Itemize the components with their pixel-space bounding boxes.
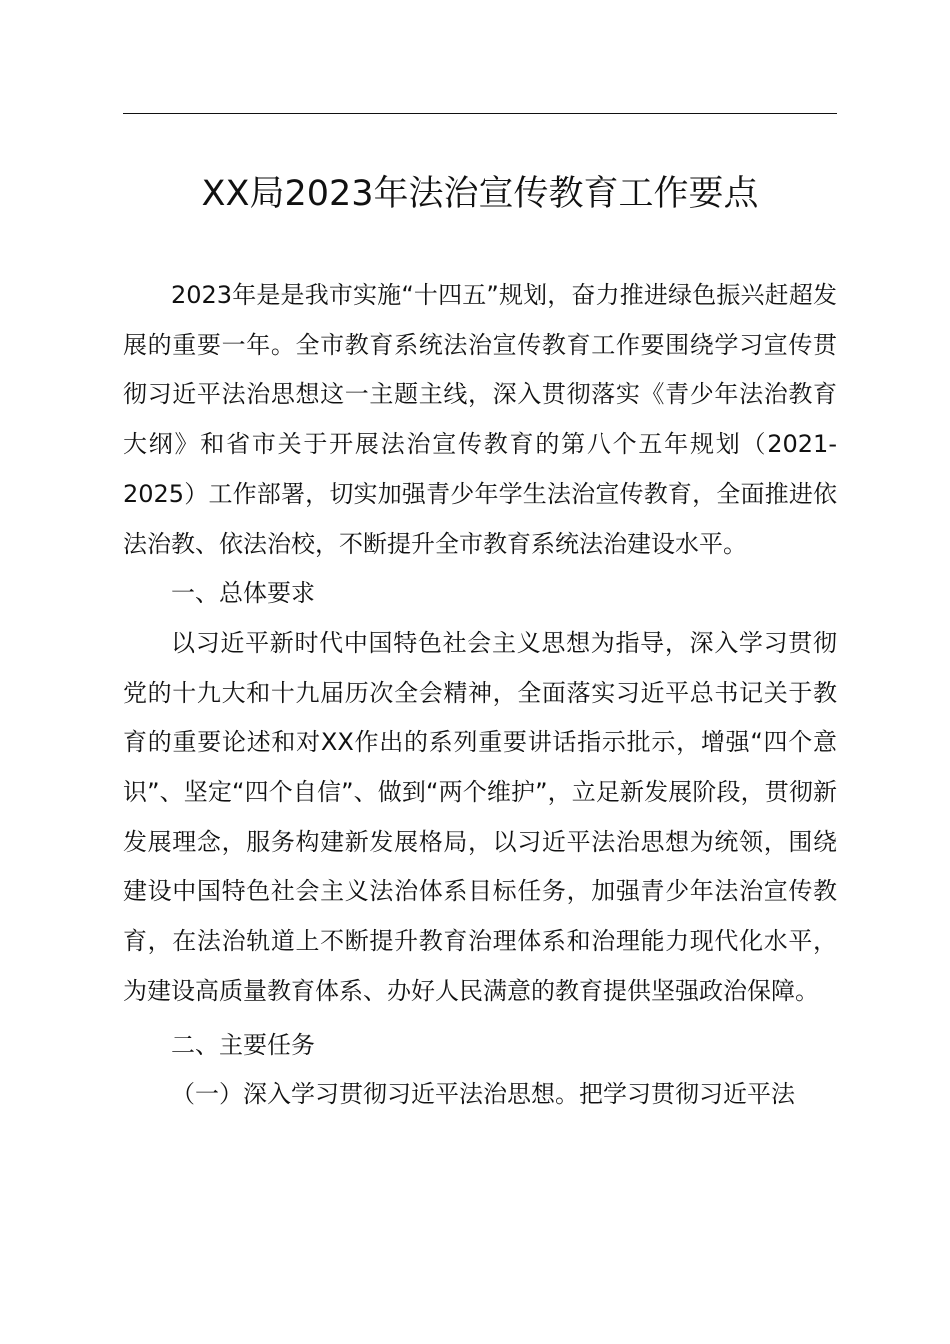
header-rule — [123, 113, 837, 114]
task-one-paragraph: （一）深入学习贯彻习近平法治思想。把学习贯彻习近平法 — [171, 1080, 795, 1109]
intro-paragraph: 2023年是是我市实施“十四五”规划，奋力推进绿色振兴赶超发展的重要一年。全市教育系统法治宣传教育工作要围绕学习宣传贯彻习近平法治思想这一主题主线，深入贯彻落实《青少年法治教育大纲》和省市关于开展法治宣传教育的第八个五年规划（2021-2025）工作部署，切实加强青少年学生法治宣传教育，全面推进依法治教、依法治校，不断提升全市教育系统法治建设水平。 — [123, 281, 837, 558]
section-heading-main-tasks: 二、主要任务 — [171, 1030, 315, 1059]
section-heading-overall-requirements: 一、总体要求 — [171, 579, 315, 608]
document-title: XX局2023年法治宣传教育工作要点 — [201, 174, 759, 214]
document-body — [123, 271, 837, 1120]
overall-requirements-paragraph: 以习近平新时代中国特色社会主义思想为指导，深入学习贯彻党的十九大和十九届历次全会精神，全面落实习近平总书记关于教育的重要论述和对XX作出的系列重要讲话指示批示，增强“四个意识”、坚定“四个自信”、做到“两个维护”，立足新发展阶段，贯彻新发展理念，服务构建新发展格局，以习近平法治思想为统领，围绕建设中国特色社会主义法治体系目标任务，加强青少年法治宣传教育，在法治轨道上不断提升教育治理体系和治理能力现代化水平，为建设高质量教育体系、办好人民满意的教育提供坚强政治保障。 — [123, 628, 837, 1005]
